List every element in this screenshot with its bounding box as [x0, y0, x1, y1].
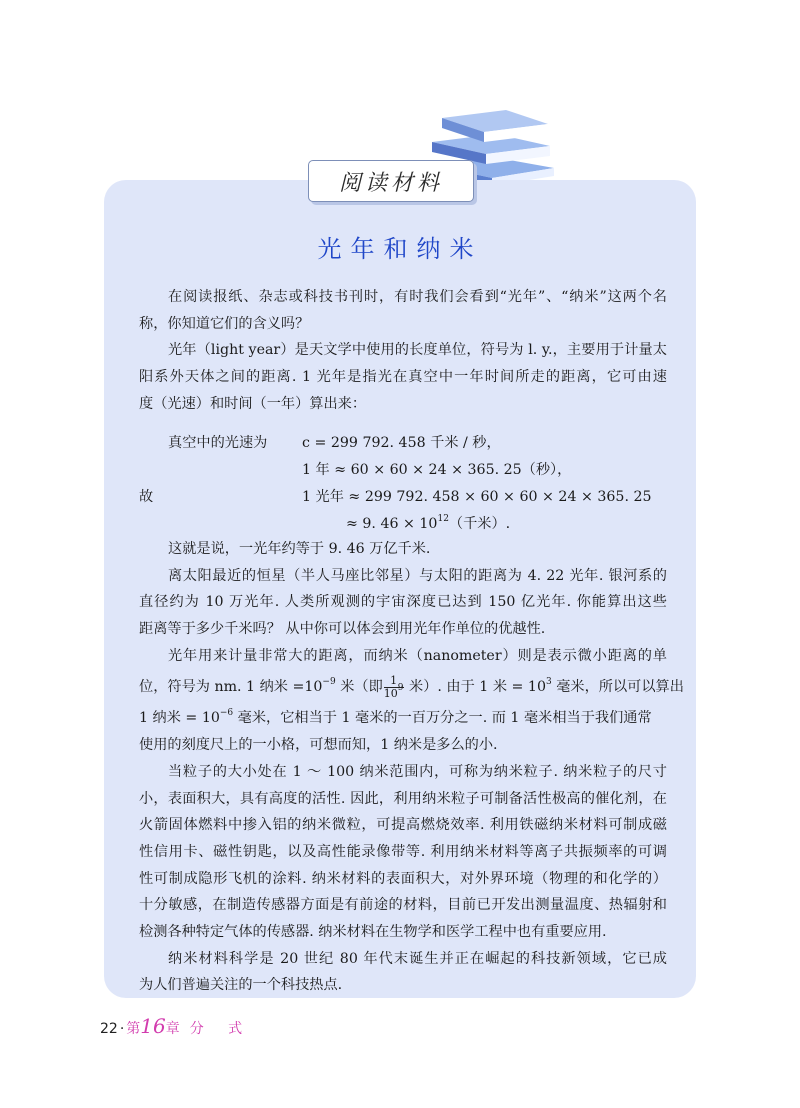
equation-light-year: 1 光年 ≈ 299 792. 458 × 60 × 60 × 24 × 365. 25 [302, 489, 652, 505]
paragraph-line: 小，表面积大，具有高度的活性. 因此，利用纳米粒子可制备活性极高的催化剂，在 [139, 790, 667, 807]
paragraph-line: 光年用来计量非常大的距离，而纳米（nanometer）则是表示微小距离的单 [168, 647, 667, 664]
paragraph-line: 光年（light year）是天文学中使用的长度单位，符号为 l. y.，主要用于计量太 [168, 342, 667, 359]
paragraph-line: 性可制成隐形飞机的涂料. 纳米材料的表面积大，对外界环境（物理的和化学的） [139, 870, 667, 887]
equation-light-year-result: ≈ 9. $46 \times 10^{12}$（千米）. [346, 514, 511, 532]
paragraph-line: 为人们普遍关注的一个科技热点. [139, 977, 343, 994]
paragraph-line: 检测各种特定气体的传感器. 纳米材料在生物学和医学工程中也有重要应用. [139, 923, 607, 940]
chapter-name: 分 式 [189, 1021, 253, 1037]
paragraph-line: 这就是说，一光年约等于 9. 46 万亿千米. [168, 541, 431, 557]
footer-separator: · [119, 1021, 125, 1037]
paragraph-line: 直径约为 10 万光年. 人类所观测的宇宙深度已达到 150 亿光年. 你能算出这些 [139, 594, 667, 611]
paragraph-line: 阳系外天体之间的距离. 1 光年是指光在真空中一年时间所走的距离，它可由速 [139, 369, 667, 386]
paragraph-line-millimeter: 1 纳米 = $10^{-6}$ 毫米，它相当于 1 毫米的一百万分之一. 而 1 毫米相当于我们通常 [139, 708, 652, 727]
equation-light-speed: c = 299 792. 458 千米 / 秒， [302, 435, 501, 451]
article-body-continued [139, 536, 684, 999]
section-label-box [308, 160, 474, 202]
paragraph-line: 当粒子的大小处在 1 ～ 100 纳米范围内，可称为纳米粒子. 纳米粒子的尺寸 [168, 763, 667, 780]
paragraph-line: 在阅读报纸、杂志或科技书刊时，有时我们会看到“光年”、“纳米”这两个名 [168, 289, 667, 305]
paragraph-line: 称，你知道它们的含义吗？ [139, 315, 310, 332]
paragraph-line: 使用的刻度尺上的一小格，可想而知，1 纳米是多么的小. [139, 737, 498, 754]
equation-year-seconds: 1 年 ≈ 60 × 60 × 24 × 365. 25（秒）， [302, 462, 572, 478]
paragraph-line: 十分敏感，在制造传感器方面是有前途的材料，目前已开发出测量温度、热辐射和 [139, 897, 667, 914]
chapter-suffix: 章 [165, 1021, 180, 1037]
paragraph-line: 度（光速）和时间（一年）算出来： [139, 395, 367, 412]
paragraph-line: 性信用卡、磁性钥匙，以及高性能录像带等. 利用纳米材料等离子共振频率的可调 [139, 843, 667, 860]
page-footer [100, 1014, 252, 1038]
article-body [139, 284, 667, 417]
page-number: 22 [100, 1021, 118, 1037]
eq-label-therefore: 故 [139, 489, 154, 505]
paragraph-line: 距离等于多少千米吗？ 从中你可以体会到用光年作单位的优越性. [139, 621, 546, 638]
paragraph-line: 火箭固体燃料中掺入铝的纳米微粒，可提高燃烧效率. 利用铁磁纳米材料可制成磁 [139, 817, 667, 834]
paragraph-line-nanometer: 位，符号为 nm. 1 纳米 $=10^{-9}$ 米（即 $\frac{1}{10^9}$ 米）. 由于 1 米 = $10^3$ 毫米，所以可以算出 [139, 673, 684, 700]
eq-label-light-speed: 真空中的光速为 [168, 435, 268, 451]
section-label: 阅读材料 [338, 170, 443, 196]
paragraph-line: 纳米材料科学是 20 世纪 80 年代末诞生并正在崛起的科技新领域，它已成 [168, 950, 667, 967]
fraction: $\frac{1}{10^9}$ [383, 673, 404, 700]
chapter-prefix: 第 [126, 1021, 141, 1037]
paragraph-line: 离太阳最近的恒星（半人马座比邻星）与太阳的距离为 4. 22 光年. 银河系的 [168, 567, 667, 584]
chapter-number: 16 [140, 1014, 166, 1038]
article-title: 光年和纳米 [317, 235, 483, 263]
